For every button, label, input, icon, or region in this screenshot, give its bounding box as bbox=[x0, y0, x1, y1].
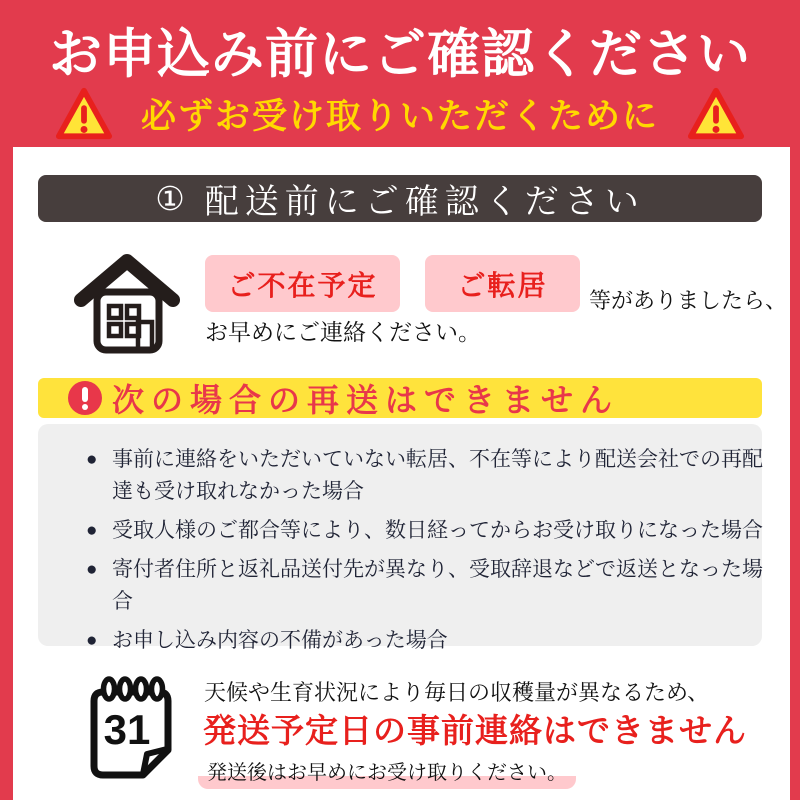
warning-triangle-icon bbox=[687, 85, 745, 143]
exclamation-circle-icon bbox=[68, 381, 102, 415]
case-text: お申し込み内容の不備があった場合 bbox=[112, 629, 448, 652]
exclamation-dot bbox=[82, 404, 88, 410]
house-icon bbox=[72, 246, 182, 358]
section1-number: ① bbox=[155, 180, 185, 217]
shipping-receive-line bbox=[198, 756, 576, 785]
bullet-icon: ● bbox=[86, 520, 98, 541]
resend-warning-label: 次の場合の再送はできません bbox=[112, 382, 620, 418]
list-item bbox=[86, 444, 772, 508]
list-item bbox=[86, 515, 772, 547]
cases-box bbox=[38, 424, 763, 652]
list-item bbox=[86, 554, 772, 618]
header-subtitle-row bbox=[0, 82, 800, 146]
resend-warning-bar bbox=[38, 378, 762, 418]
header-subtitle: 必ずお受け取りいただくために bbox=[140, 97, 659, 136]
case-text: 寄付者住所と返礼品送付先が異なり、受取辞退などで返送となった場合 bbox=[112, 558, 763, 613]
section1-heading-bar bbox=[38, 175, 762, 222]
list-item bbox=[86, 625, 772, 657]
case-text: 事前に連絡をいただいていない転居、不在等により配送会社での再配達も受け取れなかった場合 bbox=[112, 448, 763, 503]
bullet-icon: ● bbox=[86, 449, 98, 470]
calendar-icon bbox=[85, 668, 177, 786]
tag-moving: ご転居 bbox=[425, 255, 580, 312]
tag-absence: ご不在予定 bbox=[205, 255, 400, 312]
bullet-icon: ● bbox=[86, 559, 98, 580]
highlighted-text: 発送後はお早めにお受け取りください。 bbox=[198, 760, 576, 789]
exclamation-bar bbox=[82, 387, 88, 402]
page-title: お申込み前にご確認ください bbox=[49, 25, 751, 84]
shipping-reason-line: 天候や生育状況により毎日の収穫量が異なるため、 bbox=[204, 680, 710, 705]
calendar-day-label: 31 bbox=[103, 706, 151, 753]
case-text: 受取人様のご都合等により、数日経ってからお受け取りになった場合 bbox=[112, 519, 763, 542]
warning-triangle-icon bbox=[55, 85, 113, 143]
contact-line: お早めにご連絡ください。 bbox=[205, 319, 481, 345]
section1-heading: 配送前にご確認ください bbox=[204, 183, 645, 221]
shipping-no-notice-line: 発送予定日の事前連絡はできません bbox=[203, 712, 747, 749]
after-tags-text: 等がありましたら、 bbox=[589, 288, 788, 313]
bullet-icon: ● bbox=[86, 630, 98, 651]
